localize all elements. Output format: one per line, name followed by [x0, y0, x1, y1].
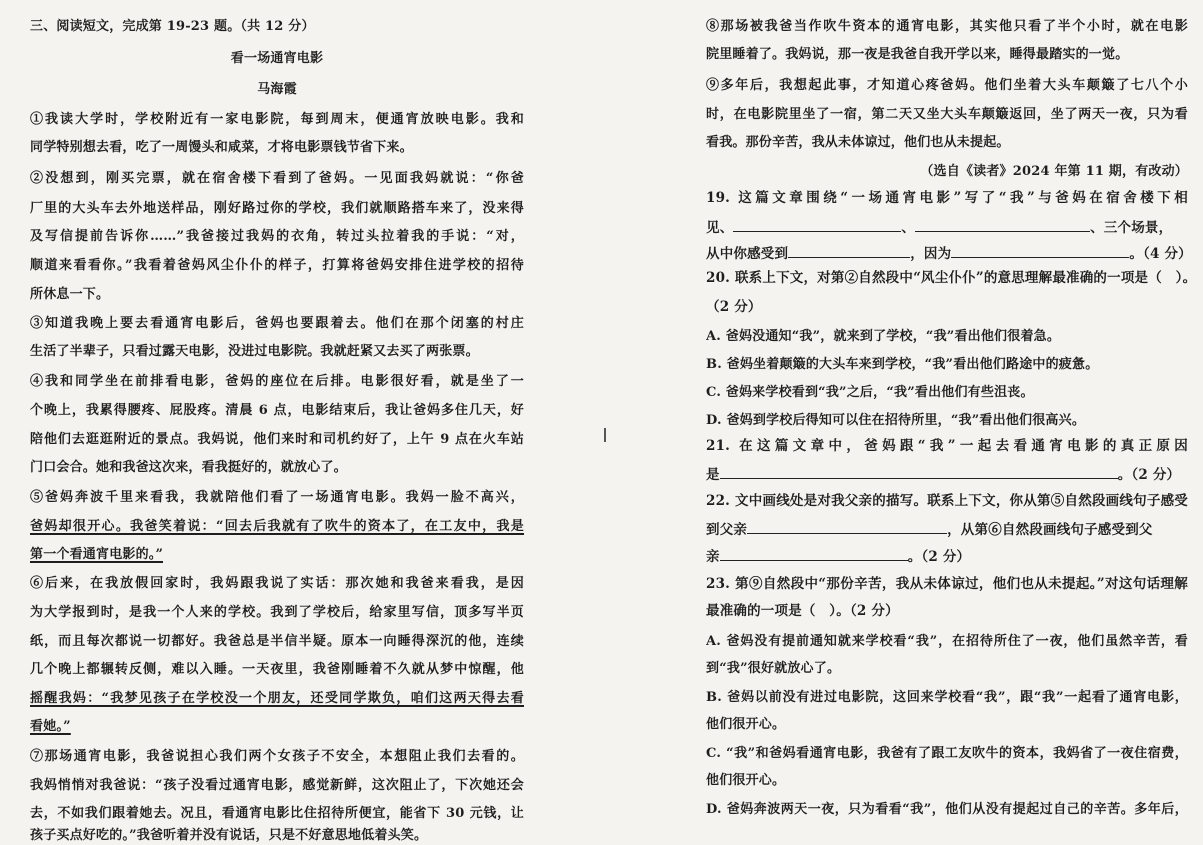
question-21-blank-line — [706, 466, 1180, 484]
blank-label: 从中你感受到 — [706, 246, 789, 262]
paragraph-line: 厂里的大头车去外地送样品，刚好路过你的学校，我们就顺路搭车来了，没来得 — [30, 201, 524, 216]
paragraph-line: 生活了半辈子，只看过露天电影，没进过电影院。我就赶紧又去买了两张票。 — [30, 344, 479, 359]
section-header: 三、阅读短文，完成第 19-23 题。（共 12 分） — [30, 19, 315, 34]
answer-blank[interactable] — [720, 466, 1118, 479]
answer-blank[interactable] — [747, 521, 947, 534]
question-22-blank-line-2 — [706, 548, 970, 566]
paragraph-line: 个晚上，我累得腰疼、屁股疼。清晨 6 点，电影结束后，我让爸妈多住几天，好 — [30, 403, 524, 418]
answer-blank[interactable] — [733, 219, 901, 232]
underlined-line: 第一个看通宵电影的。” — [30, 547, 164, 562]
blank-label: 。（2 分） — [907, 549, 971, 565]
blank-label: 、三个场景， — [1090, 220, 1173, 236]
center-mark — [604, 428, 606, 442]
paragraph-line: 看我。那份辛苦，我从未体谅过，他们也从未提起。 — [706, 135, 1010, 150]
question-21: 21. 在这篇文章中，爸妈跟“我”一起去看通宵电影的真正原因 — [706, 438, 1188, 454]
option-c[interactable]: C. 爸妈来学校看到“我”之后，“我”看出他们有些沮丧。 — [706, 385, 1034, 400]
option-a[interactable]: A. 爸妈没通知“我”，就来到了学校，“我”看出他们很着急。 — [706, 329, 1061, 344]
answer-blank[interactable] — [915, 219, 1090, 232]
question-19-feeling — [706, 245, 1192, 263]
paragraph-line: 为大学报到时，是我一个人来的学校。我到了学校后，给家里写信，顶多写半页 — [30, 605, 524, 620]
paragraph-line: 几个晚上都辗转反侧，难以入睡。一天夜里，我爸刚睡着不久就从梦中惊醒，他 — [30, 662, 524, 677]
blank-label: 、 — [901, 220, 916, 236]
option-a[interactable]: A. 爸妈没有提前通知就来学校看“我”，在招待所住了一夜，他们虽然辛苦，看 — [706, 634, 1188, 649]
paragraph-line: ⑥后来，在我放假回家时，我妈跟我说了实话：那次她和我爸来看我，是因 — [30, 576, 524, 591]
option-a-cont[interactable]: 到“我”很好就放心了。 — [706, 661, 841, 676]
blank-label: 亲 — [706, 549, 720, 565]
blank-label: 。（2 分） — [1117, 467, 1181, 483]
answer-blank[interactable] — [788, 245, 910, 258]
option-b[interactable]: B. 爸妈坐着颠簸的大头车来到学校，“我”看出他们路途中的疲惫。 — [706, 357, 1099, 372]
paragraph-line: 我妈悄悄对我爸说：“孩子没看过通宵电影，感觉新鲜，这次阻止了，下次她还会 — [30, 778, 524, 793]
blank-label: 到父亲 — [706, 522, 748, 538]
paragraph-line: 孩子买点好吃的。”我爸听着并没有说话，只是不好意思地低着头笑。 — [30, 828, 428, 843]
paragraph-line: 院里睡着了。我妈说，那一夜是我爸自我开学以来，睡得最踏实的一觉。 — [706, 47, 1129, 62]
underlined-line: 爸妈却很开心。我爸笑着说：“回去后我就有了吹牛的资本了，在工友中，我是 — [30, 519, 524, 534]
article-title: 看一场通宵电影 — [230, 51, 324, 66]
article-source: （选自《读者》2024 年第 11 期，有改动） — [920, 164, 1188, 179]
paragraph-line: ⑨多年后，我想起此事，才知道心疼爸妈。他们坐着大头车颠簸了七八个小 — [706, 78, 1188, 93]
paragraph-line: 时，在电影院里坐了一宿，第二天又坐大头车颠簸返回，坐了两天一夜，只为看 — [706, 107, 1188, 122]
paragraph-line: 同学特别想去看，吃了一周馒头和咸菜，才将电影票钱节省下来。 — [30, 140, 413, 155]
blank-label: 见、 — [706, 220, 734, 236]
option-c[interactable]: C. “我”和爸妈看通宵电影，我爸有了跟工友吹牛的资本，我妈省了一夜住宿费， — [706, 746, 1188, 761]
right-column — [706, 0, 1197, 845]
option-d[interactable]: D. 爸妈奔波两天一夜，只为看看“我”，他们从没有提起过自己的辛苦。多年后， — [706, 802, 1188, 817]
paragraph-line: ④我和同学坐在前排看电影，爸妈的座位在后排。电影很好看，就是坐了一 — [30, 374, 524, 389]
blank-label: 是 — [706, 467, 720, 483]
paragraph-line: ①我读大学时，学校附近有一家电影院，每到周末，便通宵放映电影。我和 — [30, 112, 524, 127]
paragraph-line: ②没想到，刚买完票，就在宿舍楼下看到了爸妈。一见面我妈就说：“你爸 — [30, 171, 524, 186]
underlined-line: 看她。” — [30, 719, 71, 734]
paragraph-line: ⑤爸妈奔波千里来看我，我就陪他们看了一场通宵电影。我妈一脸不高兴， — [30, 490, 524, 505]
question-22-blank-line — [706, 521, 1153, 539]
paragraph-line: 去，不如我们跟着她去。况且，看通宵电影比住招待所便宜，能省下 30 元钱，让 — [30, 806, 524, 821]
paragraph-line: 顺道来看看你。”我看着爸妈风尘仆仆的样子，打算将爸妈安排住进学校的招待 — [30, 258, 524, 273]
blank-label: 。（4 分） — [1129, 246, 1192, 262]
paragraph-line: ⑧那场被我爸当作吹牛资本的通宵电影，其实他只看了半个小时，就在电影 — [706, 19, 1188, 34]
answer-blank[interactable] — [720, 548, 908, 561]
answer-blank[interactable] — [951, 245, 1129, 258]
option-d[interactable]: D. 爸妈到学校后得知可以住在招待所里，“我”看出他们很高兴。 — [706, 413, 1086, 428]
question-19-blanks — [706, 219, 1172, 237]
question-19-line: 19. 这篇文章围绕“一场通宵电影”写了“我”与爸妈在宿舍楼下相 — [706, 190, 1188, 206]
option-b[interactable]: B. 爸妈以前没有进过电影院，这回来学校看“我”，跟“我”一起看了通宵电影， — [706, 690, 1188, 705]
paragraph-line: 及写信提前告诉你……”我爸接过我妈的衣角，转过头拉着我的手说：“对， — [30, 229, 524, 244]
paragraph-line: 所休息一下。 — [30, 287, 110, 302]
paragraph-line: 门口会合。她和我爸这次来，看我挺好的，就放心了。 — [30, 460, 347, 475]
question-23-line-2: 最准确的一项是（ ）。（2 分） — [706, 603, 899, 619]
option-c-cont[interactable]: 他们很开心。 — [706, 773, 786, 788]
paragraph-line: ③知道我晚上要去看通宵电影后，爸妈也要跟着去。他们在那个闭塞的村庄 — [30, 316, 524, 331]
blank-label: ，因为 — [910, 246, 952, 262]
paragraph-line: 纸，而且每次都说一切都好。我爸总是半信半疑。原本一向睡得深沉的他，连续 — [30, 634, 524, 649]
paragraph-line: ⑦那场通宵电影，我爸说担心我们两个女孩子不安全，本想阻止我们去看的。 — [30, 749, 524, 764]
left-column — [30, 0, 524, 845]
question-20-score: （2 分） — [706, 299, 762, 315]
article-author: 马海霞 — [257, 82, 297, 97]
blank-label: ，从第⑥自然段画线句子感受到父 — [947, 522, 1153, 538]
underlined-line: 摇醒我妈：“我梦见孩子在学校没一个朋友，还受同学欺负，咱们这两天得去看 — [30, 691, 524, 706]
question-20: 20. 联系上下文，对第②自然段中“风尘仆仆”的意思理解最准确的一项是（ ）。 — [706, 270, 1197, 286]
paragraph-line: 陪他们去逛逛附近的景点。我妈说，他们来时和司机约好了，上午 9 点在火车站 — [30, 432, 524, 447]
question-22: 22. 文中画线处是对我父亲的描写。联系上下文，你从第⑤自然段画线句子感受 — [706, 493, 1188, 509]
option-b-cont[interactable]: 他们很开心。 — [706, 717, 786, 732]
question-23: 23. 第⑨自然段中“那份辛苦，我从未体谅过，他们也从未提起。”对这句话理解 — [706, 576, 1188, 592]
